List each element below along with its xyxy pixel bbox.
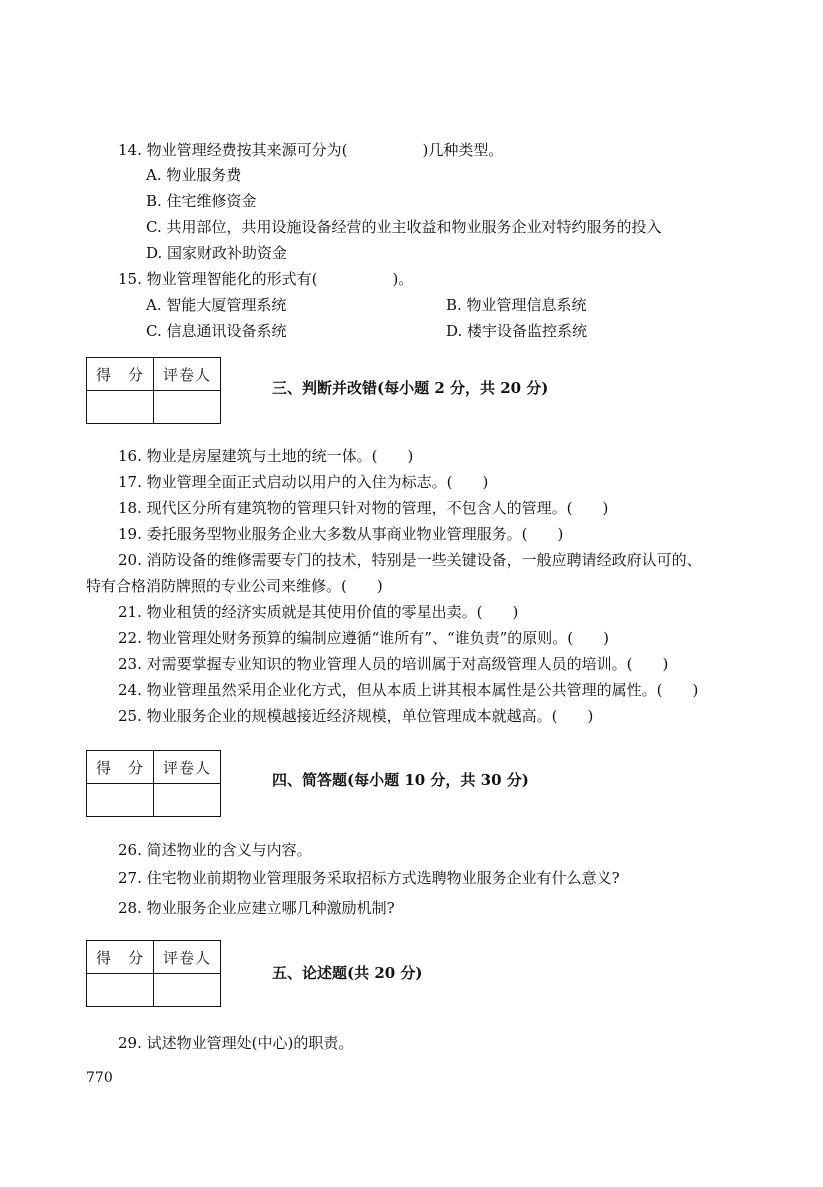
grader-label: 评卷人 — [154, 751, 221, 784]
section3-title: 三、判断并改错(每小题 2 分，共 20 分) — [272, 379, 549, 397]
question-21: 21. 物业租赁的经济实质就是其使用价值的零星出卖。( ) — [118, 603, 519, 621]
score-label: 得 分 — [87, 751, 154, 784]
page-number: 770 — [86, 1070, 113, 1086]
question-15-stem: 15. 物业管理智能化的形式有( )。 — [118, 270, 414, 288]
section4-title: 四、简答题(每小题 10 分，共 30 分) — [272, 771, 529, 789]
question-23: 23. 对需要掌握专业知识的物业管理人员的培训属于对高级管理人员的培训。( ) — [118, 655, 669, 673]
question-18: 18. 现代区分所有建筑物的管理只针对物的管理，不包含人的管理。( ) — [118, 499, 609, 517]
question-25: 25. 物业服务企业的规模越接近经济规模，单位管理成本就越高。( ) — [118, 707, 594, 725]
question-22: 22. 物业管理处财务预算的编制应遵循“谁所有”、“谁负责”的原则。( ) — [118, 629, 610, 647]
question-28: 28. 物业服务企业应建立哪几种激励机制? — [118, 899, 395, 917]
question-17: 17. 物业管理全面正式启动以用户的入住为标志。( ) — [118, 473, 489, 491]
question-20: 20. 消防设备的维修需要专门的技术，特别是一些关键设备，一般应聘请经政府认可的、 — [118, 551, 702, 569]
question-24: 24. 物业管理虽然采用企业化方式，但从本质上讲其根本属性是公共管理的属性。( ) — [118, 681, 699, 699]
score-cell — [87, 784, 154, 817]
question-14-option-a: A. 物业服务费 — [146, 166, 242, 184]
score-cell — [87, 974, 154, 1007]
grader-cell — [154, 974, 221, 1007]
grader-cell — [154, 391, 221, 424]
section5-title: 五、论述题(共 20 分) — [272, 964, 423, 982]
score-table-section4 — [86, 750, 221, 817]
question-29: 29. 试述物业管理处(中心)的职责。 — [118, 1034, 354, 1052]
question-14-option-c: C. 共用部位，共用设施设备经营的业主收益和物业服务企业对特约服务的投入 — [146, 218, 662, 236]
score-label: 得 分 — [87, 941, 154, 974]
grader-label: 评卷人 — [154, 941, 221, 974]
question-20-continued: 特有合格消防牌照的专业公司来维修。( ) — [86, 577, 383, 595]
question-26: 26. 简述物业的含义与内容。 — [118, 841, 312, 859]
question-15-option-b: B. 物业管理信息系统 — [446, 296, 587, 314]
question-15-option-a: A. 智能大厦管理系统 — [146, 296, 287, 314]
grader-cell — [154, 784, 221, 817]
question-15-option-c: C. 信息通讯设备系统 — [146, 322, 287, 340]
question-14-option-b: B. 住宅维修资金 — [146, 192, 257, 210]
question-15-option-d: D. 楼宇设备监控系统 — [446, 322, 588, 340]
question-19: 19. 委托服务型物业服务企业大多数从事商业物业管理服务。( ) — [118, 525, 564, 543]
score-cell — [87, 391, 154, 424]
question-27: 27. 住宅物业前期物业管理服务采取招标方式选聘物业服务企业有什么意义? — [118, 869, 620, 887]
question-14-stem: 14. 物业管理经费按其来源可分为( )几种类型。 — [118, 141, 504, 159]
score-table-section3 — [86, 357, 221, 424]
question-16: 16. 物业是房屋建筑与土地的统一体。( ) — [118, 447, 414, 465]
score-label: 得 分 — [87, 358, 154, 391]
score-table-section5 — [86, 940, 221, 1007]
question-14-option-d: D. 国家财政补助资金 — [146, 244, 288, 262]
grader-label: 评卷人 — [154, 358, 221, 391]
